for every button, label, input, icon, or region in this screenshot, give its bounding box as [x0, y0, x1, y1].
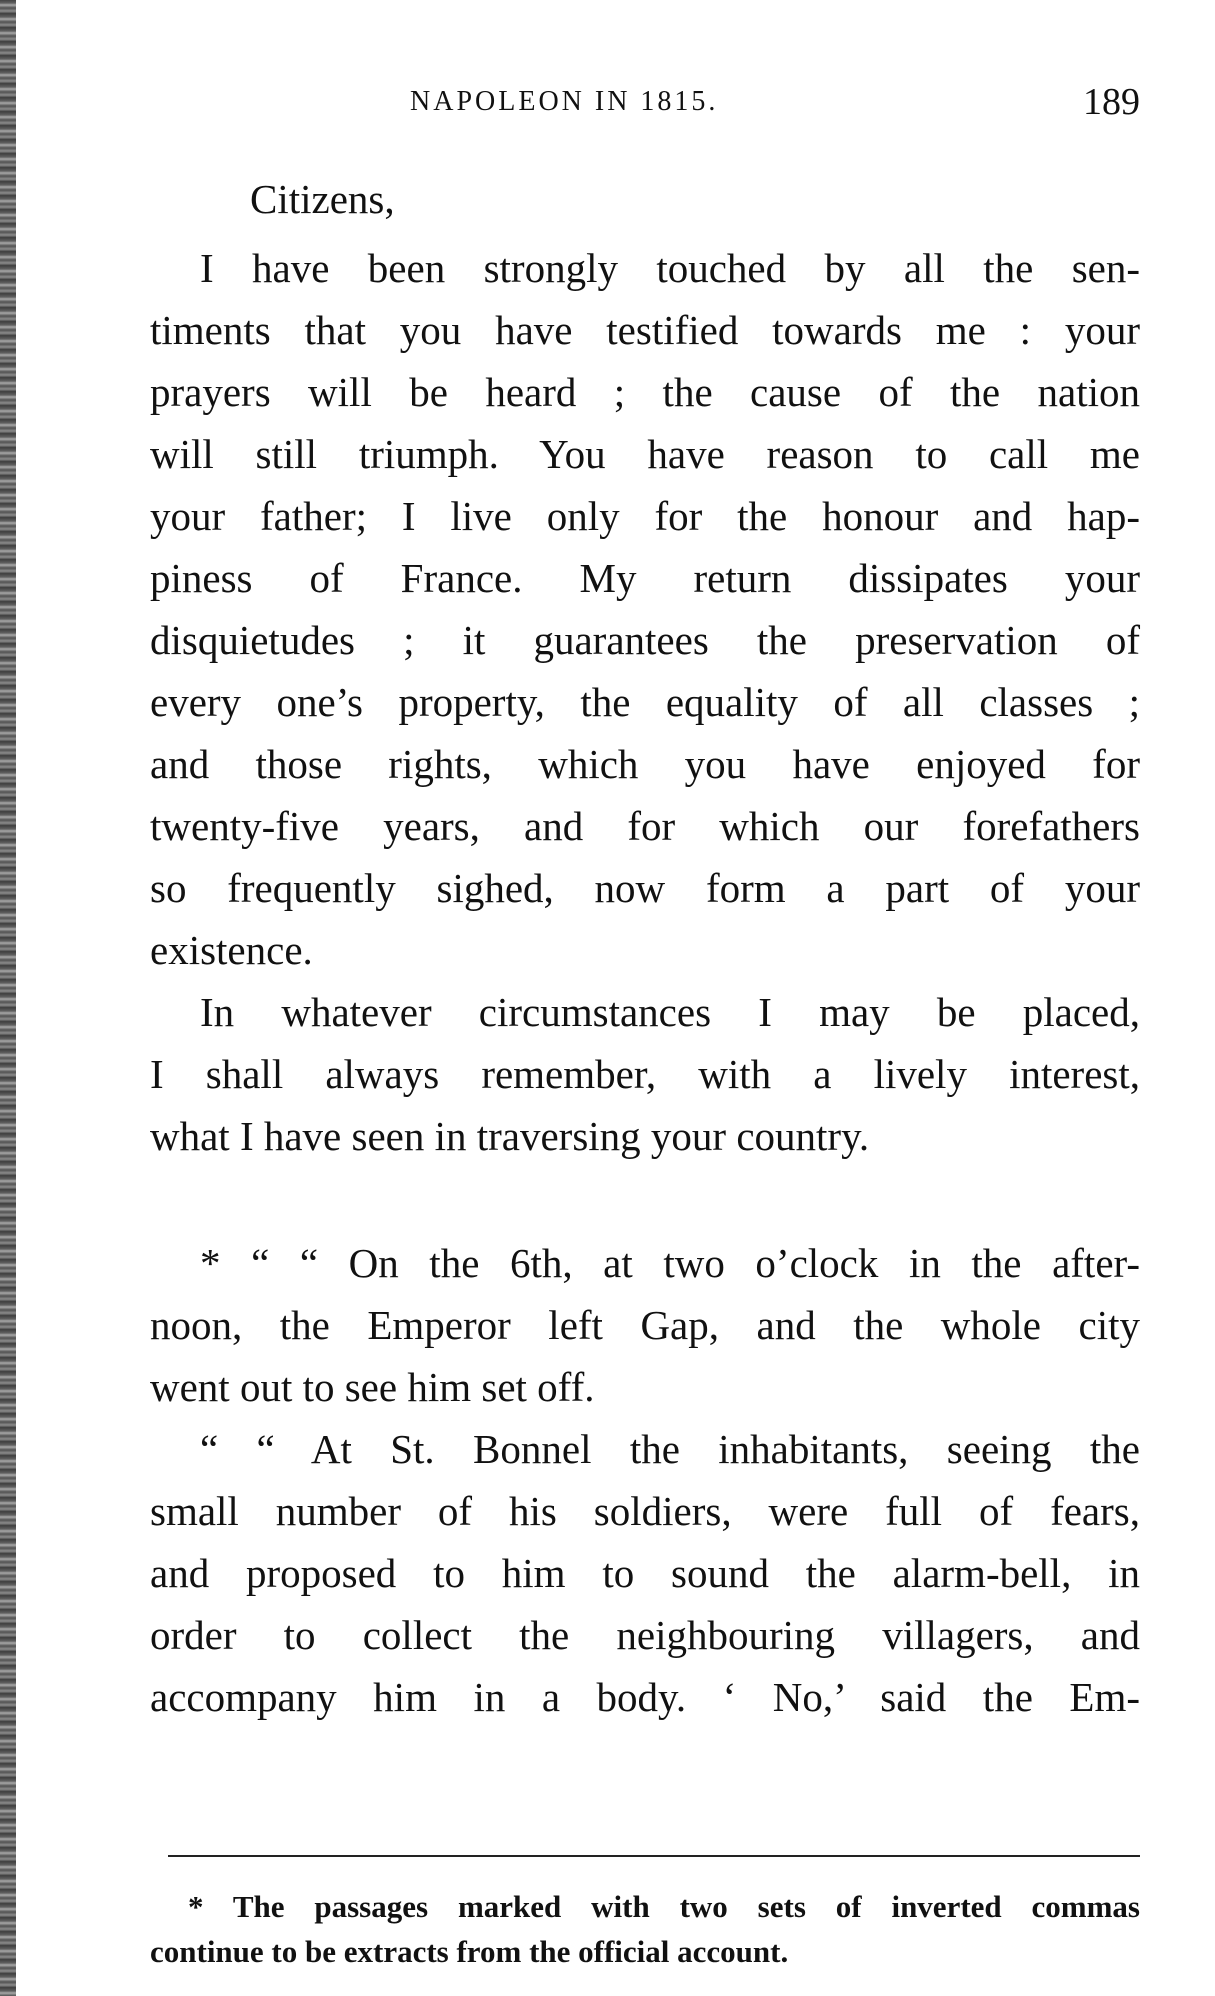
address-p1-line-11: so frequently sighed, now form a part of your: [150, 865, 1140, 911]
address-p1-line-7: disquietudes ; it guarantees the preservation of: [150, 617, 1140, 663]
address-p1-line-6: piness of France. My return dissipates your: [150, 555, 1140, 601]
narrative-p2-line-4: order to collect the neighbouring villagers, and: [150, 1612, 1140, 1658]
salutation: Citizens,: [250, 176, 395, 222]
address-p1-line-9: and those rights, which you have enjoyed for: [150, 741, 1140, 787]
narrative-p1-line-1: * “ “ On the 6th, at two o’clock in the after-: [200, 1240, 1140, 1286]
address-p1-line-2: timents that you have testified towards me : your: [150, 307, 1140, 353]
address-p1-line-5: your father; I live only for the honour and hap-: [150, 493, 1140, 539]
address-p2-line-1: In whatever circumstances I may be placed,: [200, 989, 1140, 1035]
footnote-line-2: continue to be extracts from the official account.: [150, 1934, 789, 1969]
running-header: [150, 81, 1140, 136]
narrative-p2-line-1: “ “ At St. Bonnel the inhabitants, seeing the: [200, 1426, 1140, 1472]
address-p1-line-4: will still triumph. You have reason to call me: [150, 431, 1140, 477]
narrative-p2-line-5: accompany him in a body. ‘ No,’ said the Em-: [150, 1674, 1140, 1720]
footnote-rule: [168, 1855, 1140, 1857]
page-number: 189: [1083, 81, 1140, 123]
narrative-p1-line-3: went out to see him set off.: [150, 1364, 595, 1410]
footnote-line-1: * The passages marked with two sets of inverted commas: [188, 1889, 1140, 1924]
narrative-p1-line-2: noon, the Emperor left Gap, and the whole city: [150, 1302, 1140, 1348]
address-p1-line-12: existence.: [150, 927, 313, 973]
narrative-p2-line-3: and proposed to him to sound the alarm-bell, in: [150, 1550, 1140, 1596]
address-p1-line-1: I have been strongly touched by all the sen-: [200, 245, 1140, 291]
running-title: NAPOLEON IN 1815.: [410, 86, 719, 117]
address-p2-line-2: I shall always remember, with a lively interest,: [150, 1051, 1140, 1097]
address-p1-line-10: twenty-five years, and for which our forefathers: [150, 803, 1140, 849]
address-p1-line-8: every one’s property, the equality of all classes ;: [150, 679, 1140, 725]
narrative-p2-line-2: small number of his soldiers, were full of fears,: [150, 1488, 1140, 1534]
address-p1-line-3: prayers will be heard ; the cause of the nation: [150, 369, 1140, 415]
address-p2-line-3: what I have seen in traversing your country.: [150, 1113, 870, 1159]
binding-gutter: [0, 0, 16, 1996]
